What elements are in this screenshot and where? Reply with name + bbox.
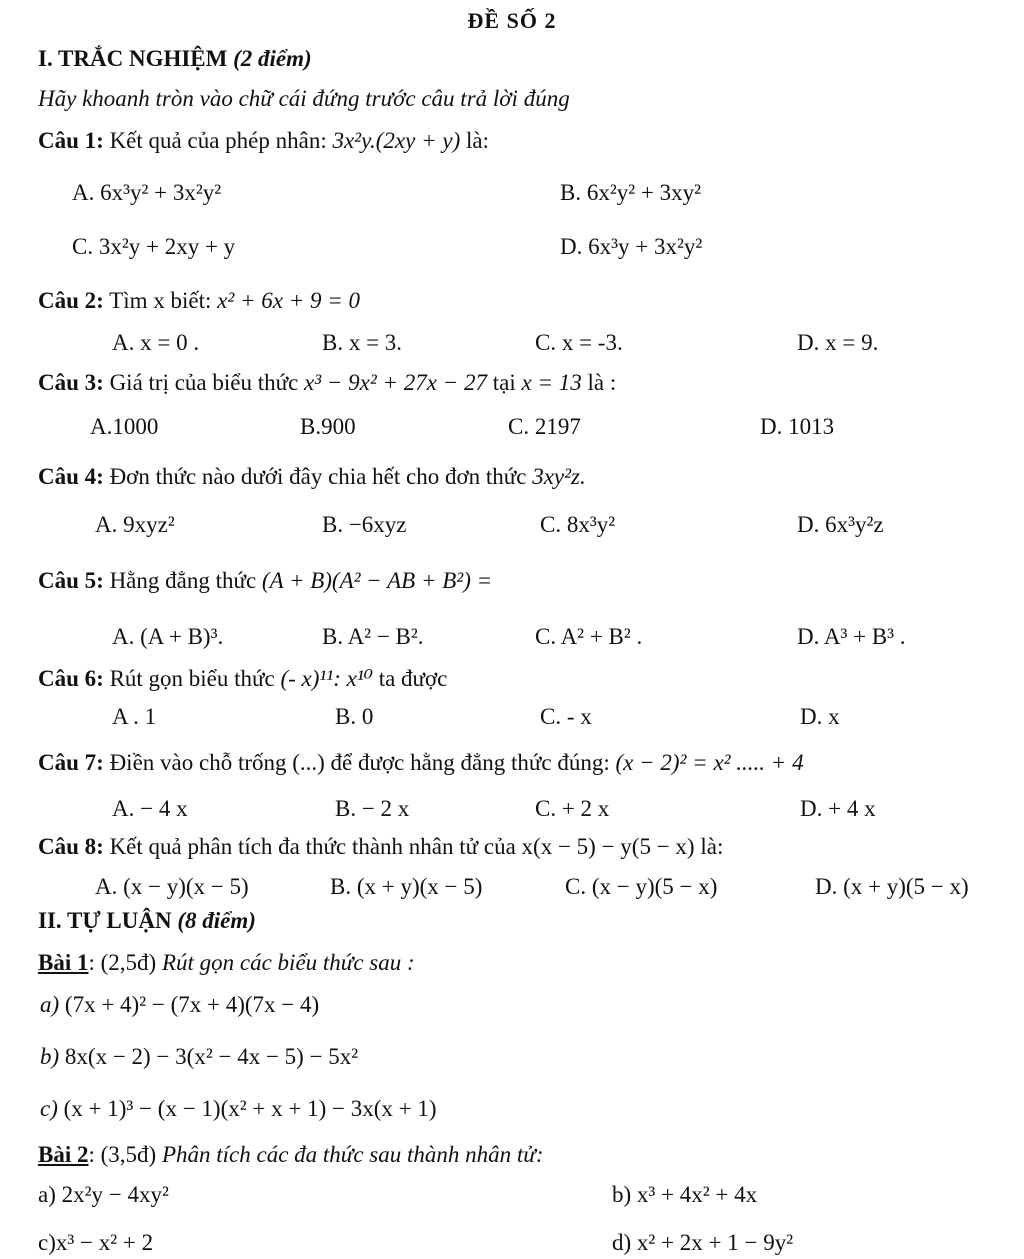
bai2-header bbox=[38, 1140, 544, 1170]
question-suffix: là: bbox=[700, 834, 724, 859]
question-suffix: là: bbox=[465, 128, 489, 153]
bai1-text: Rút gọn các biểu thức sau : bbox=[161, 950, 415, 975]
item-expression: (x + 1)³ − (x − 1)(x² + x + 1) − 3x(x + 1) bbox=[63, 1096, 437, 1121]
bai1-item-a bbox=[40, 990, 319, 1020]
answer-option[interactable]: B. x = 3. bbox=[322, 330, 403, 355]
question-3 bbox=[38, 368, 616, 398]
answer-option[interactable]: A . 1 bbox=[112, 704, 157, 729]
question-expression: x² + 6x + 9 = 0 bbox=[217, 288, 360, 313]
answer-option[interactable]: A. x = 0 . bbox=[112, 330, 200, 355]
bai2-text: Phân tích các đa thức sau thành nhân tử: bbox=[161, 1142, 544, 1167]
bai1-colon: : bbox=[88, 950, 95, 975]
question-suffix: ta được bbox=[378, 666, 448, 691]
item-expression: 8x(x − 2) − 3(x² − 4x − 5) − 5x² bbox=[64, 1044, 359, 1069]
item-letter: d) bbox=[612, 1230, 632, 1255]
bai1-score: (2,5đ) bbox=[100, 950, 157, 975]
answer-option[interactable]: A. (A + B)³. bbox=[112, 624, 224, 649]
question-label: Câu 3: bbox=[38, 370, 104, 395]
bai2-score: (3,5đ) bbox=[100, 1142, 157, 1167]
question-suffix: là : bbox=[587, 370, 617, 395]
section2-heading bbox=[38, 906, 256, 936]
answer-option[interactable]: C. (x − y)(5 − x) bbox=[565, 874, 718, 899]
bai2-colon: : bbox=[88, 1142, 95, 1167]
section1-points: (2 điểm) bbox=[233, 46, 312, 71]
question-label: Câu 7: bbox=[38, 750, 104, 775]
question-4 bbox=[38, 462, 586, 492]
question-7 bbox=[38, 748, 804, 778]
bai2-item-d bbox=[612, 1228, 793, 1258]
question-text: tại bbox=[492, 370, 516, 395]
section1-instruction: Hãy khoanh tròn vào chữ cái đứng trước câu trả lời đúng bbox=[38, 86, 570, 111]
bai1-item-b bbox=[40, 1042, 358, 1072]
answer-option[interactable]: B. A² − B². bbox=[322, 624, 424, 649]
answer-option[interactable]: B.900 bbox=[300, 414, 356, 439]
answer-option[interactable]: C. x = -3. bbox=[535, 330, 623, 355]
question-label: Câu 2: bbox=[38, 288, 104, 313]
item-expression: x² + 2x + 1 − 9y² bbox=[636, 1230, 794, 1255]
answer-option[interactable]: B. − 2 x bbox=[335, 796, 410, 821]
question-text: Tìm x biết: bbox=[109, 288, 212, 313]
answer-option[interactable]: C. - x bbox=[540, 704, 592, 729]
question-expression: (x − 2)² = x² ..... + 4 bbox=[615, 750, 804, 775]
question-text: Điền vào chỗ trống (...) để được hằng đẳng thức đúng: bbox=[109, 750, 610, 775]
bai2-item-a bbox=[38, 1180, 169, 1210]
answer-option[interactable]: D. (x + y)(5 − x) bbox=[815, 874, 969, 899]
answer-option[interactable]: A. 6x³y² + 3x²y² bbox=[72, 180, 222, 205]
question-label: Câu 4: bbox=[38, 464, 104, 489]
answer-option[interactable]: A. 9xyz² bbox=[95, 512, 175, 537]
question-label: Câu 6: bbox=[38, 666, 104, 691]
question-6 bbox=[38, 664, 447, 694]
answer-option[interactable]: C. A² + B² . bbox=[535, 624, 643, 649]
answer-option[interactable]: A. (x − y)(x − 5) bbox=[95, 874, 249, 899]
question-expression: 3x²y.(2xy + y) bbox=[332, 128, 461, 153]
question-text: Kết quả phân tích đa thức thành nhân tử của bbox=[109, 834, 516, 859]
answer-option[interactable]: D. 6x³y + 3x²y² bbox=[560, 234, 703, 259]
answer-option[interactable]: A. − 4 x bbox=[112, 796, 188, 821]
section2-title: II. TỰ LUẬN bbox=[38, 908, 172, 933]
item-letter: a) bbox=[40, 992, 60, 1017]
question-8 bbox=[38, 832, 723, 862]
bai1-header bbox=[38, 948, 415, 978]
item-letter: b) bbox=[40, 1044, 60, 1069]
answer-option[interactable]: D. x = 9. bbox=[797, 330, 879, 355]
bai1-label: Bài 1 bbox=[38, 950, 89, 975]
item-letter: c) bbox=[38, 1230, 56, 1255]
bai2-item-c bbox=[38, 1228, 153, 1258]
bai2-item-b bbox=[612, 1180, 757, 1210]
answer-option[interactable]: D. x bbox=[800, 704, 840, 729]
answer-option[interactable]: C. 2197 bbox=[508, 414, 581, 439]
question-2 bbox=[38, 286, 360, 316]
question-text: Rút gọn biểu thức bbox=[109, 666, 275, 691]
exam-title: ĐỀ SỐ 2 bbox=[467, 8, 557, 33]
question-text: Kết quả của phép nhân: bbox=[109, 128, 327, 153]
answer-option[interactable]: D. 1013 bbox=[760, 414, 835, 439]
section1-heading bbox=[38, 44, 312, 74]
question-expression: x = 13 bbox=[521, 370, 582, 395]
question-text: Hằng đẳng thức bbox=[109, 568, 257, 593]
item-letter: b) bbox=[612, 1182, 632, 1207]
answer-option[interactable]: B. 6x²y² + 3xy² bbox=[560, 180, 701, 205]
question-text: Đơn thức nào dưới đây chia hết cho đơn thức bbox=[109, 464, 527, 489]
item-expression: (7x + 4)² − (7x + 4)(7x − 4) bbox=[64, 992, 320, 1017]
answer-option[interactable]: B. 0 bbox=[335, 704, 374, 729]
item-expression: x³ + 4x² + 4x bbox=[636, 1182, 758, 1207]
section1-title: I. TRẮC NGHIỆM bbox=[38, 46, 228, 71]
question-1 bbox=[38, 126, 489, 156]
question-label: Câu 5: bbox=[38, 568, 104, 593]
item-letter: c) bbox=[40, 1096, 58, 1121]
answer-option[interactable]: A.1000 bbox=[90, 414, 159, 439]
answer-option[interactable]: C. 8x³y² bbox=[540, 512, 616, 537]
question-expression: x(x − 5) − y(5 − x) bbox=[521, 834, 695, 859]
question-label: Câu 1: bbox=[38, 128, 104, 153]
answer-option[interactable]: D. A³ + B³ . bbox=[797, 624, 906, 649]
question-expression: (- x)¹¹: x¹⁰ bbox=[280, 666, 373, 691]
question-5 bbox=[38, 566, 492, 596]
item-expression: 2x²y − 4xy² bbox=[61, 1182, 169, 1207]
question-expression: x³ − 9x² + 27x − 27 bbox=[304, 370, 488, 395]
question-label: Câu 8: bbox=[38, 834, 104, 859]
answer-option[interactable]: C. + 2 x bbox=[535, 796, 610, 821]
bai2-label: Bài 2 bbox=[38, 1142, 89, 1167]
question-expression: 3xy²z. bbox=[532, 464, 586, 489]
item-letter: a) bbox=[38, 1182, 56, 1207]
section2-points: (8 điểm) bbox=[177, 908, 256, 933]
answer-option[interactable]: D. + 4 x bbox=[800, 796, 876, 821]
answer-option[interactable]: C. 3x²y + 2xy + y bbox=[72, 234, 236, 259]
answer-option[interactable]: B. (x + y)(x − 5) bbox=[330, 874, 483, 899]
question-expression: (A + B)(A² − AB + B²) = bbox=[261, 568, 493, 593]
item-expression: x³ − x² + 2 bbox=[55, 1230, 154, 1255]
question-text: Giá trị của biểu thức bbox=[109, 370, 299, 395]
answer-option[interactable]: B. −6xyz bbox=[322, 512, 407, 537]
answer-option[interactable]: D. 6x³y²z bbox=[797, 512, 884, 537]
bai1-item-c bbox=[40, 1094, 437, 1124]
